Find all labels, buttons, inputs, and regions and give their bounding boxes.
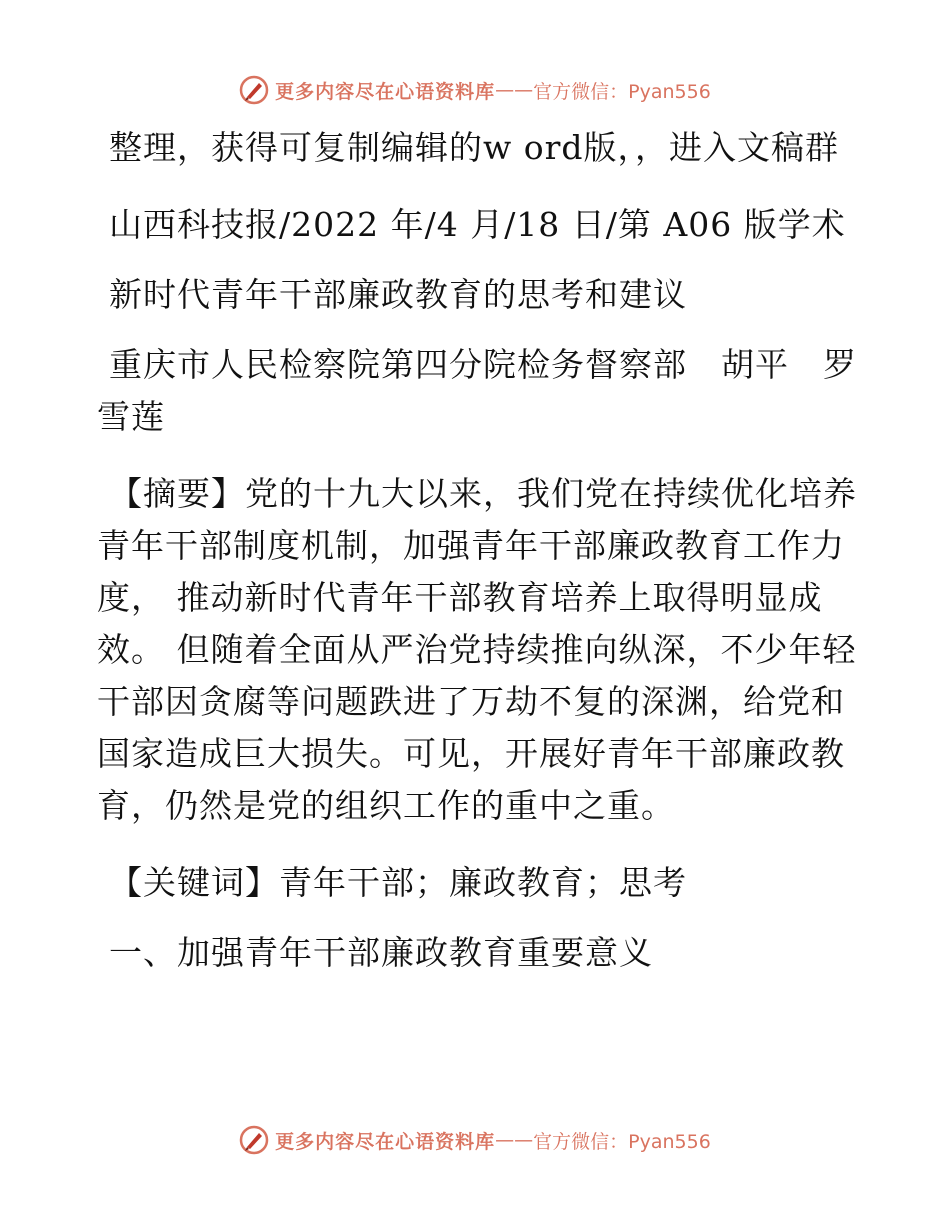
section-heading: 一、加强青年干部廉政教育重要意义 xyxy=(109,933,653,972)
document-body xyxy=(97,122,857,1004)
intro-line: 整理，获得可复制编辑的w ord版，，进入文稿群 xyxy=(109,128,840,167)
pen-logo-icon xyxy=(239,1125,269,1155)
watermark-contact: 官方微信：Pyan556 xyxy=(533,80,711,103)
pen-logo-icon xyxy=(239,75,269,105)
watermark-site-text: 更多内容尽在心语资料库 xyxy=(275,80,496,103)
source-line: 山西科技报/2022 年/4 月/18 日/第 A06 版学术 xyxy=(109,205,846,244)
watermark-footer xyxy=(0,1120,950,1160)
watermark-site-text: 更多内容尽在心语资料库 xyxy=(275,1130,496,1153)
abstract-paragraph: 【摘要】党的十九大以来，我们党在持续优化培养青年干部制度机制，加强青年干部廉政教育工作力度， 推动新时代青年干部教育培养上取得明显成效。 但随着全面从严治党持续推向纵深，不少年轻干部因贪腐等问题跌进了万劫不复的深渊，给党和国家造成巨大损失。可见，开展好青年干部廉政教育，仍然是党的组织工作的重中之重。 xyxy=(97,474,857,825)
watermark-dash: —— xyxy=(495,1129,534,1151)
watermark-dash: —— xyxy=(495,79,534,101)
watermark-contact: 官方微信：Pyan556 xyxy=(533,1130,711,1153)
watermark-header xyxy=(0,70,950,110)
article-title: 新时代青年干部廉政教育的思考和建议 xyxy=(109,275,687,314)
keywords-line: 【关键词】青年干部；廉政教育；思考 xyxy=(109,863,687,902)
author-line: 重庆市人民检察院第四分院检务督察部 胡平 罗雪莲 xyxy=(97,345,857,436)
